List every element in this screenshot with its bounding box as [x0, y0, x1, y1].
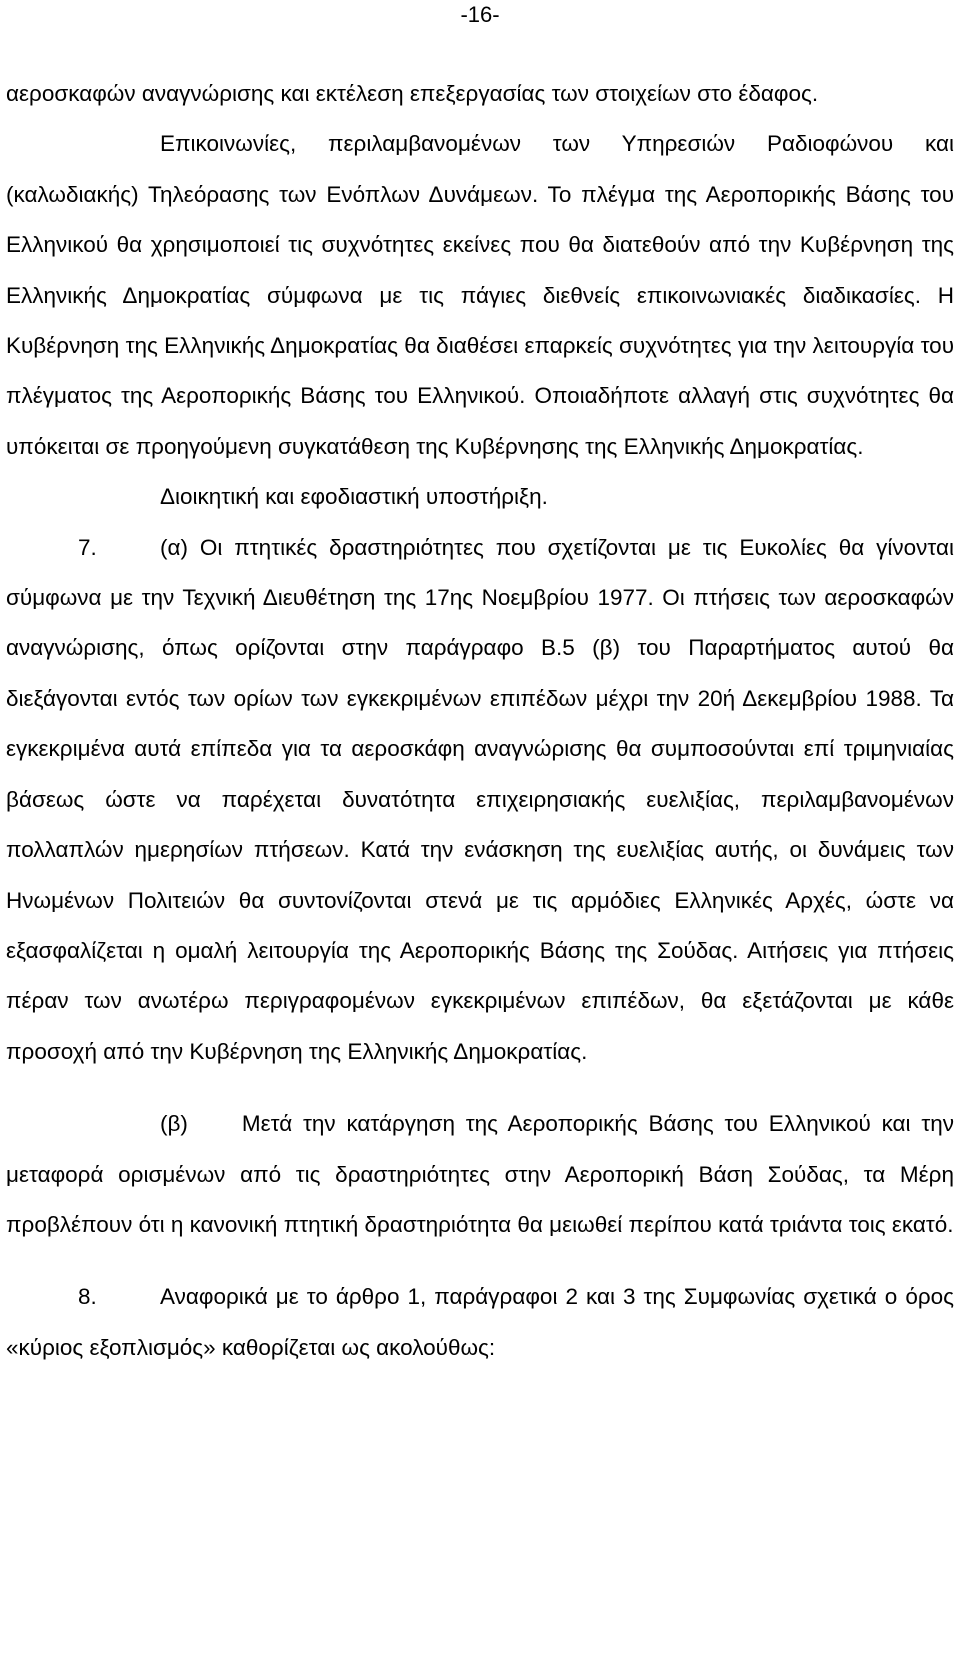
page-number: -16-	[460, 2, 500, 27]
paragraph-7a	[6, 523, 954, 1077]
paragraph-8-lead	[6, 1272, 160, 1322]
paragraph-communications: Επικοινωνίες, περιλαμβανομένων των Υπηρεσιών Ραδιοφώνου και (καλωδιακής) Τηλεόρασης των Ενόπλων Δυνάμεων. Το πλέγμα της Αεροπορικής Βάσης του Ελληνικού θα χρησιμοποιεί τις συχνότητες εκείνες που θα διατεθούν από την Κυβέρνηση της Ελληνικής Δημοκρατίας σύμφωνα με τις πάγιες διεθνείς επικοινωνιακές διαδικασίες. Η Κυβέρνηση της Ελληνικής Δημοκρατίας θα διαθέσει επαρκείς συχνότητες για την λειτουργία του πλέγματος της Αεροπορικής Βάσης του Ελληνικού. Οποιαδήποτε αλλαγή στις συχνότητες θα υπόκειται σε προηγούμενη συγκατάθεση της Κυβέρνησης της Ελληνικής Δημοκρατίας.	[6, 131, 954, 459]
paragraph-7-lead	[6, 523, 160, 573]
paragraph-7-number: 7.	[78, 534, 97, 560]
paragraph-8	[6, 1272, 954, 1373]
paragraph-8-text: Αναφορικά με το άρθρο 1, παράγραφοι 2 και 3 της Συμφωνίας σχετικά ο όρος «κύριος εξοπλισμός» καθορίζεται ως ακολούθως:	[6, 1284, 954, 1360]
section-heading-admin-support: Διοικητική και εφοδιαστική υποστήριξη.	[160, 484, 548, 510]
paragraph-7b-label: (β)	[160, 1111, 188, 1137]
paragraph-7b-text: Μετά την κατάργηση της Αεροπορικής Βάσης του Ελληνικού και την μεταφορά ορισμένων από τις δραστηριότητες στην Αεροπορική Βάση Σούδας, τα Μέρη προβλέπουν ότι η κανονική πτητική δραστηριότητα θα μειωθεί περίπου κατά τριάντα τοις εκατό.	[6, 1111, 954, 1237]
document-body	[6, 69, 954, 1373]
paragraph-7a-label: (α)	[160, 534, 188, 560]
paragraph-gap	[6, 1077, 954, 1099]
paragraph-8-number: 8.	[78, 1284, 97, 1310]
paragraph-7a-text: Οι πτητικές δραστηριότητες που σχετίζονται με τις Ευκολίες θα γίνονται σύμφωνα με την Τεχνική Διευθέτηση της 17ης Νοεμβρίου 1977. Οι πτήσεις των αεροσκαφών αναγνώρισης, όπως ορίζονται στην παράγραφο Β.5 (β) του Παραρτήματος αυτού θα διεξάγονται εντός των ορίων των εγκεκριμένων επιπέδων μέχρι την 20ή Δεκεμβρίου 1988. Τα εγκεκριμένα αυτά επίπεδα για τα αεροσκάφη αναγνώρισης θα συμποσούνται επί τριμηνιαίας βάσεως ώστε να παρέχεται δυνατότητα επιχειρησιακής ευελιξίας, περιλαμβανομένων πολλαπλών ημερησίων πτήσεων. Κατά την ενάσκηση της ευελιξίας αυτής, οι δυνάμεις των Ηνωμένων Πολιτειών θα συντονίζονται στενά με τις αρμόδιες Ελληνικές Αρχές, ώστε να εξασφαλίζεται η ομαλή λειτουργία της Αεροπορικής Βάσης της Σούδας. Αιτήσεις για πτήσεις πέραν των ανωτέρω περιγραφομένων εγκεκριμένων επιπέδων, θα εξετάζονται με κάθε προσοχή από την Κυβέρνηση της Ελληνικής Δημοκρατίας.	[6, 534, 954, 1064]
paragraph-continuation: αεροσκαφών αναγνώρισης και εκτέλεση επεξεργασίας των στοιχείων στο έδαφος.	[6, 81, 819, 106]
paragraph-7b	[6, 1099, 954, 1250]
paragraph-gap	[6, 1250, 954, 1272]
